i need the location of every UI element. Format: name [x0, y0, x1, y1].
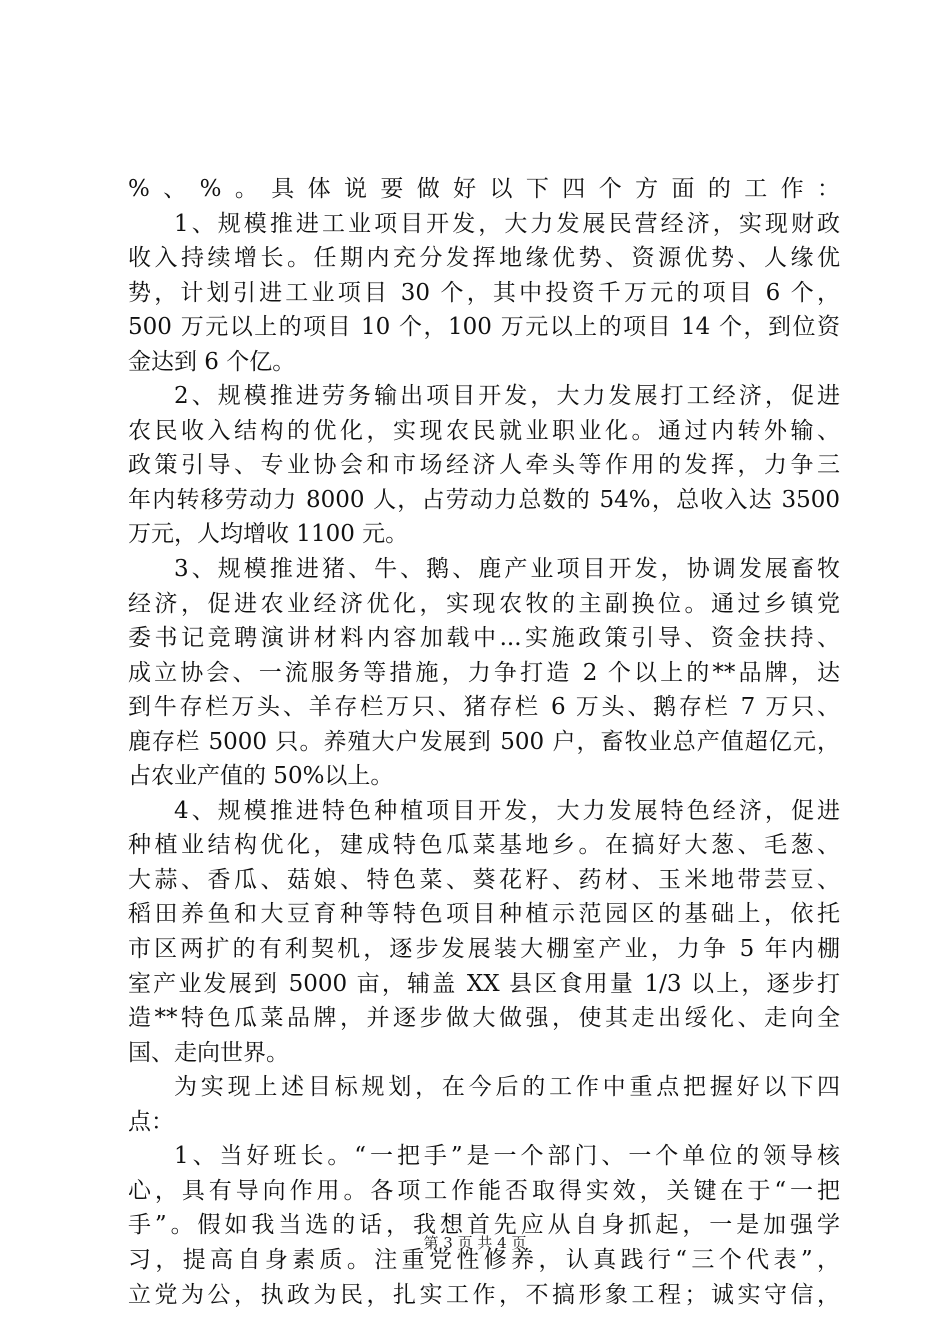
text-line: 到牛存栏万头、羊存栏万只、猪存栏 6 万头、鹅存栏 7 万只、 — [128, 694, 840, 721]
text-line: 种植业结构优化，建成特色瓜菜基地乡。在搞好大葱、毛葱、 — [128, 832, 840, 859]
text-line: 年内转移劳动力 8000 人，占劳动力总数的 54%，总收入达 3500 — [128, 486, 840, 513]
page-number-label: 第 3 页 共 4 页 — [423, 1234, 527, 1252]
text-line: 经济，促进农业经济优化，实现农牧的主副换位。通过乡镇党 — [128, 590, 840, 617]
text-line: 成立协会、一流服务等措施，力争打造 2 个以上的**品牌，达 — [128, 659, 840, 686]
text-line: 立党为公，执政为民，扎实工作，不搞形象工程；诚实守信， — [128, 1281, 840, 1308]
text-line: 2、规模推进劳务输出项目开发，大力发展打工经济，促进 — [174, 383, 840, 410]
text-line: 稻田养鱼和大豆育种等特色项目种植示范园区的基础上，依托 — [128, 901, 840, 928]
text-line: 500 万元以上的项目 10 个，100 万元以上的项目 14 个，到位资 — [128, 314, 840, 341]
text-line: 收入持续增长。任期内充分发挥地缘优势、资源优势、人缘优 — [128, 245, 840, 272]
text-line: 金达到 6 个亿。 — [128, 348, 296, 375]
text-line: 1、规模推进工业项目开发，大力发展民营经济，实现财政 — [174, 210, 840, 237]
document-body — [128, 172, 840, 1312]
text-line: 鹿存栏 5000 只。养殖大户发展到 500 户，畜牧业总产值超亿元， — [128, 728, 840, 755]
text-line: 农民收入结构的优化，实现农民就业职业化。通过内转外输、 — [128, 417, 840, 444]
text-line: 心，具有导向作用。各项工作能否取得实效，关键在于“一把 — [128, 1177, 840, 1204]
text-line: 为实现上述目标规划，在今后的工作中重点把握好以下四 — [174, 1074, 840, 1101]
text-line: 3、规模推进猪、牛、鹅、鹿产业项目开发，协调发展畜牧 — [174, 556, 840, 583]
text-line: 委书记竞聘演讲材料内容加载中...实施政策引导、资金扶持、 — [128, 625, 840, 652]
text-line: 政策引导、专业协会和市场经济人牵头等作用的发挥，力争三 — [128, 452, 840, 479]
text-line: 1、当好班长。“一把手”是一个部门、一个单位的领导核 — [174, 1143, 840, 1170]
text-line: 占农业产值的 50%以上。 — [128, 763, 394, 790]
text-line: 势，计划引进工业项目 30 个，其中投资千万元的项目 6 个， — [128, 279, 840, 306]
text-line: 市区两扩的有利契机，逐步发展装大棚室产业，力争 5 年内棚 — [128, 936, 840, 963]
text-line: 室产业发展到 5000 亩，辅盖 XX 县区食用量 1/3 以上，逐步打 — [128, 970, 840, 997]
text-line: 手”。假如我当选的话，我想首先应从自身抓起，一是加强学 — [128, 1212, 840, 1239]
text-line: 万元，人均增收 1100 元。 — [128, 521, 409, 548]
text-line: 国、走向世界。 — [128, 1039, 289, 1066]
text-line: 大蒜、香瓜、菇娘、特色菜、葵花籽、药材、玉米地带芸豆、 — [128, 866, 840, 893]
text-line: 造**特色瓜菜品牌，并逐步做大做强，使其走出绥化、走向全 — [128, 1005, 840, 1032]
text-line: 点： — [128, 1108, 174, 1135]
text-line: %、%。具体说要做好以下四个方面的工作： — [128, 176, 840, 202]
text-line: 习，提高自身素质。注重党性修养，认真践行“三个代表”， — [128, 1246, 840, 1273]
text-line: 4、规模推进特色种植项目开发，大力发展特色经济，促进 — [174, 797, 840, 824]
page-footer — [0, 1232, 950, 1253]
